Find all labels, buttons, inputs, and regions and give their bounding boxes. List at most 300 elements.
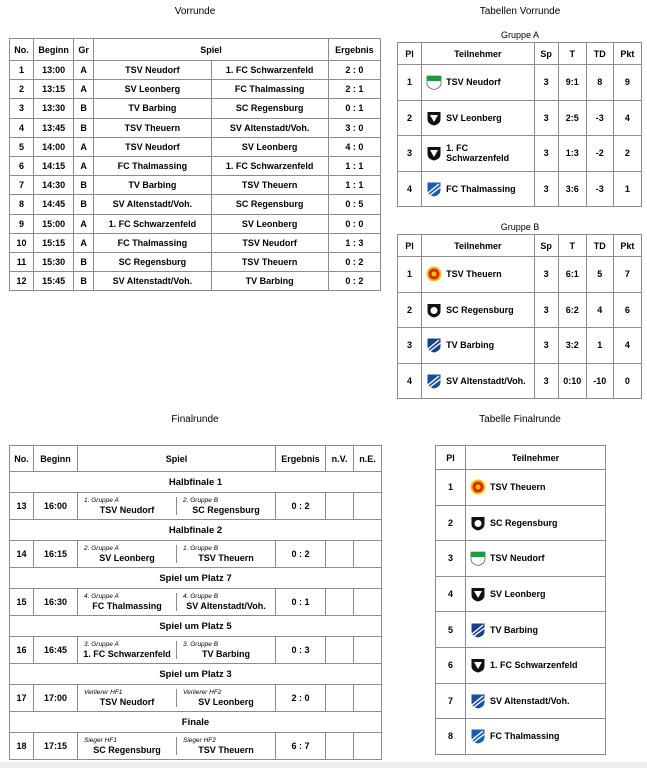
round-title: Halbfinale 2 [10,520,382,541]
match-number: 15 [10,589,34,616]
match-group: A [74,80,94,99]
col-header-spiel: Spiel [78,446,276,472]
neudorf-crest-icon [470,550,486,566]
match-row [10,233,381,252]
home-team: TSV Neudorf [99,505,155,515]
match-time: 14:30 [34,176,74,195]
home-qualifier-label: 4. Gruppe A [84,593,119,600]
col-header-spiel: Spiel [94,39,329,61]
final-standings-row [436,541,606,577]
match-group: B [74,118,94,137]
page-footer-strip [0,762,647,768]
rank: 5 [436,612,466,648]
match-result: 0 : 3 [276,637,326,664]
match-number: 18 [10,733,34,760]
games-played: 3 [534,292,558,328]
match-number: 10 [10,233,34,252]
games-played: 3 [534,136,558,172]
away-qualifier-label: 4. Gruppe B [183,593,219,600]
vorrunde-title: Vorrunde [174,6,216,17]
match-number: 6 [10,156,34,175]
team-name: TSV Theuern [490,482,546,493]
round-title: Spiel um Platz 5 [10,616,382,637]
home-team: TSV Neudorf [94,61,211,80]
match-group: B [74,252,94,271]
final-standings-header-row [436,446,606,470]
home-team: 1. FC Schwarzenfeld [83,649,171,659]
round-title: Spiel um Platz 7 [10,568,382,589]
col-header-pl: Pl [398,43,422,65]
rank: 3 [398,136,422,172]
away-team: SC Regensburg [211,195,328,214]
tabelle-finalrunde-title: Tabelle Finalrunde [479,414,561,425]
rank: 3 [398,328,422,364]
away-team: SC Regensburg [211,99,328,118]
final-standings-row [436,683,606,719]
final-standings-row [436,719,606,755]
rank: 3 [436,541,466,577]
away-team: TV Barbing [201,649,250,659]
match-result: 2 : 1 [328,80,380,99]
team-cell [422,328,534,364]
team-cell [422,171,534,207]
final-match-row [10,685,382,712]
match-number: 1 [10,61,34,80]
round-title: Spiel um Platz 3 [10,664,382,685]
final-standings-row [436,576,606,612]
goals: 1:3 [558,136,586,172]
col-header-no: No. [10,39,34,61]
goal-difference: -3 [586,100,613,136]
rank: 4 [398,171,422,207]
home-team: SV Altenstadt/Voh. [94,272,211,291]
match-time: 16:15 [34,541,78,568]
match-row [10,176,381,195]
team-cell [466,647,606,683]
away-team: SV Altenstadt/Voh. [186,601,266,611]
home-qualifier-label: 1. Gruppe A [84,497,119,504]
match-number: 8 [10,195,34,214]
penalties-cell [354,541,382,568]
goals: 9:1 [558,65,586,101]
rank: 2 [398,100,422,136]
points: 2 [613,136,641,172]
match-result: 6 : 7 [276,733,326,760]
away-qualifier-label: 3. Gruppe B [183,641,219,648]
home-team: SV Leonberg [94,80,211,99]
round-section-row [10,568,382,589]
games-played: 3 [534,100,558,136]
away-team: TSV Theuern [198,553,254,563]
home-team: TV Barbing [94,99,211,118]
points: 6 [613,292,641,328]
match-number: 2 [10,80,34,99]
standings-row [398,136,642,172]
games-played: 3 [534,65,558,101]
away-team: FC Thalmassing [211,80,328,99]
match-time: 13:30 [34,99,74,118]
match-time: 17:00 [34,685,78,712]
final-match-row [10,493,382,520]
match-number: 14 [10,541,34,568]
overtime-cell [326,493,354,520]
theuern-crest-icon [470,479,486,495]
col-header-ne: n.E. [354,446,382,472]
team-name: FC Thalmassing [490,731,560,742]
match-group: A [74,156,94,175]
goals: 6:2 [558,292,586,328]
penalties-cell [354,493,382,520]
rank: 1 [398,65,422,101]
round-section-row [10,712,382,733]
match-time: 14:15 [34,156,74,175]
col-header-teilnehmer: Teilnehmer [422,43,534,65]
games-played: 3 [534,363,558,399]
away-team: TSV Theuern [211,252,328,271]
match-time: 13:45 [34,118,74,137]
match-number: 11 [10,252,34,271]
team-name: 1. FC Schwarzenfeld [490,660,578,671]
rank: 6 [436,647,466,683]
team-name: SC Regensburg [446,304,514,315]
goal-difference: 4 [586,292,613,328]
match-result: 0 : 2 [328,272,380,291]
team-cell [422,136,534,172]
col-header-t: T [558,235,586,257]
match-group: A [74,137,94,156]
finalrunde-header-row [10,446,382,472]
home-team: FC Thalmassing [94,233,211,252]
match-row [10,61,381,80]
team-cell [422,292,534,328]
standings-row [398,171,642,207]
match-time: 15:30 [34,252,74,271]
match-row [10,195,381,214]
col-header-td: TD [586,43,613,65]
team-name: TV Barbing [490,624,539,635]
team-cell [466,470,606,506]
team-cell [466,541,606,577]
penalties-cell [354,733,382,760]
home-team: TSV Neudorf [99,697,155,707]
match-result: 0 : 1 [276,589,326,616]
home-team: SV Leonberg [99,553,155,563]
games-played: 3 [534,257,558,293]
overtime-cell [326,589,354,616]
match-time: 14:00 [34,137,74,156]
gruppe-a-header-row [398,43,642,65]
col-header-sp: Sp [534,235,558,257]
col-header-beginn: Beginn [34,446,78,472]
pairing-cell [78,541,276,568]
col-header-pkt: Pkt [613,235,641,257]
team-cell [466,683,606,719]
col-header-ergebnis: Ergebnis [328,39,380,61]
standings-row [398,292,642,328]
match-group: A [74,61,94,80]
vorrunde-header-row [10,39,381,61]
overtime-cell [326,541,354,568]
finalrunde-title: Finalrunde [171,414,219,425]
match-time: 16:45 [34,637,78,664]
team-cell [466,505,606,541]
round-title: Finale [10,712,382,733]
overtime-cell [326,733,354,760]
team-name: TSV Neudorf [446,77,501,88]
goal-difference: -10 [586,363,613,399]
col-header-sp: Sp [534,43,558,65]
match-result: 4 : 0 [328,137,380,156]
match-row [10,80,381,99]
match-group: B [74,272,94,291]
match-result: 3 : 0 [328,118,380,137]
match-number: 12 [10,272,34,291]
col-header-teilnehmer: Teilnehmer [422,235,534,257]
away-qualifier-label: 1. Gruppe B [183,545,219,552]
final-match-row [10,589,382,616]
col-header-td: TD [586,235,613,257]
match-number: 17 [10,685,34,712]
match-result: 1 : 3 [328,233,380,252]
final-standings-table [435,445,606,755]
match-group: A [74,233,94,252]
team-cell [422,65,534,101]
leonberg-crest-icon [426,110,442,126]
round-section-row [10,616,382,637]
regensburg-crest-icon [470,515,486,531]
away-team: TSV Neudorf [211,233,328,252]
finalrunde-table [9,445,382,760]
team-cell [466,719,606,755]
team-cell [422,363,534,399]
team-cell [422,100,534,136]
away-team: 1. FC Schwarzenfeld [211,156,328,175]
home-qualifier-label: Verlierer HF1 [84,689,123,696]
match-result: 0 : 2 [328,252,380,271]
home-team: FC Thalmassing [94,156,211,175]
match-number: 13 [10,493,34,520]
overtime-cell [326,685,354,712]
away-team: SV Leonberg [211,214,328,233]
col-header-nv: n.V. [326,446,354,472]
team-name: 1. FC Schwarzenfeld [446,143,510,164]
away-team: TSV Theuern [198,745,254,755]
goal-difference: 5 [586,257,613,293]
away-team: SC Regensburg [192,505,260,515]
leonberg-crest-icon [470,586,486,602]
final-match-row [10,733,382,760]
match-row [10,118,381,137]
games-played: 3 [534,328,558,364]
match-time: 16:30 [34,589,78,616]
pairing-cell [78,493,276,520]
regensburg-crest-icon [426,302,442,318]
match-time: 16:00 [34,493,78,520]
away-qualifier-label: 2. Gruppe B [183,497,219,504]
round-section-row [10,664,382,685]
final-match-row [10,541,382,568]
match-number: 16 [10,637,34,664]
match-row [10,137,381,156]
final-match-row [10,637,382,664]
tabellen-vorrunde-title: Tabellen Vorrunde [479,6,561,17]
team-name: SV Leonberg [446,112,502,123]
home-qualifier-label: 3. Gruppe A [84,641,119,648]
col-header-no: No. [10,446,34,472]
match-number: 4 [10,118,34,137]
col-header-teilnehmer: Teilnehmer [466,446,606,470]
match-time: 15:15 [34,233,74,252]
final-standings-row [436,470,606,506]
match-group: B [74,99,94,118]
col-header-t: T [558,43,586,65]
away-qualifier-label: Verlierer HF2 [183,689,222,696]
match-result: 0 : 1 [328,99,380,118]
rank: 2 [398,292,422,328]
away-team: SV Leonberg [198,697,254,707]
penalties-cell [354,685,382,712]
away-team: TV Barbing [211,272,328,291]
team-name: SV Leonberg [490,589,546,600]
home-team: TV Barbing [94,176,211,195]
goals: 2:5 [558,100,586,136]
team-name: SV Altenstadt/Voh. [490,695,570,706]
match-result: 2 : 0 [276,685,326,712]
pairing-cell [78,589,276,616]
match-result: 0 : 0 [328,214,380,233]
home-team: SC Regensburg [94,252,211,271]
team-cell [466,576,606,612]
rank: 1 [436,470,466,506]
gruppe-a-title: Gruppe A [500,30,540,40]
col-header-beginn: Beginn [34,39,74,61]
final-standings-row [436,612,606,648]
gruppe-b-header-row [398,235,642,257]
home-team: SV Altenstadt/Voh. [94,195,211,214]
points: 9 [613,65,641,101]
points: 0 [613,363,641,399]
rank: 4 [398,363,422,399]
home-team: FC Thalmassing [92,601,162,611]
match-number: 9 [10,214,34,233]
goals: 3:2 [558,328,586,364]
overtime-cell [326,637,354,664]
home-team: SC Regensburg [93,745,161,755]
pairing-cell [78,733,276,760]
points: 1 [613,171,641,207]
rank: 8 [436,719,466,755]
match-time: 15:00 [34,214,74,233]
goal-difference: -3 [586,171,613,207]
standings-row [398,100,642,136]
gruppe-b-table [397,234,642,399]
thalmassing-crest-icon [426,181,442,197]
team-name: SC Regensburg [490,517,558,528]
match-time: 13:00 [34,61,74,80]
gruppe-b-title: Gruppe B [500,222,540,232]
gruppe-a-table [397,42,642,207]
match-group: B [74,176,94,195]
goal-difference: 8 [586,65,613,101]
altenstadt-crest-icon [426,373,442,389]
goals: 3:6 [558,171,586,207]
match-result: 0 : 2 [276,493,326,520]
match-number: 5 [10,137,34,156]
team-name: TSV Theuern [446,269,502,280]
theuern-crest-icon [426,266,442,282]
match-row [10,252,381,271]
final-standings-row [436,505,606,541]
altenstadt-crest-icon [470,693,486,709]
penalties-cell [354,589,382,616]
neudorf-crest-icon [426,74,442,90]
round-title: Halbfinale 1 [10,472,382,493]
round-section-row [10,472,382,493]
match-result: 2 : 0 [328,61,380,80]
match-row [10,99,381,118]
games-played: 3 [534,171,558,207]
match-result: 0 : 5 [328,195,380,214]
barbing-crest-icon [470,622,486,638]
schwarzenfeld-crest-icon [470,657,486,673]
match-row [10,156,381,175]
home-qualifier-label: 2. Gruppe A [84,545,119,552]
match-time: 13:15 [34,80,74,99]
col-header-pl: Pl [398,235,422,257]
match-time: 14:45 [34,195,74,214]
col-header-pkt: Pkt [613,43,641,65]
match-result: 0 : 2 [276,541,326,568]
col-header-ergebnis: Ergebnis [276,446,326,472]
points: 4 [613,328,641,364]
away-team: 1. FC Schwarzenfeld [211,61,328,80]
penalties-cell [354,637,382,664]
team-name: SV Altenstadt/Voh. [446,375,526,386]
match-group: B [74,195,94,214]
match-result: 1 : 1 [328,176,380,195]
match-number: 7 [10,176,34,195]
match-result: 1 : 1 [328,156,380,175]
team-name: TSV Neudorf [490,553,545,564]
standings-row [398,65,642,101]
goals: 6:1 [558,257,586,293]
home-team: TSV Theuern [94,118,211,137]
away-team: TSV Theuern [211,176,328,195]
final-standings-row [436,647,606,683]
standings-row [398,257,642,293]
home-team: 1. FC Schwarzenfeld [94,214,211,233]
match-time: 15:45 [34,272,74,291]
vorrunde-table [9,38,381,291]
team-name: TV Barbing [446,340,495,351]
points: 7 [613,257,641,293]
points: 4 [613,100,641,136]
match-group: A [74,214,94,233]
home-qualifier-label: Sieger HF1 [84,737,117,744]
team-cell [422,257,534,293]
goals: 0:10 [558,363,586,399]
col-header-gr: Gr [74,39,94,61]
away-qualifier-label: Sieger HF2 [183,737,216,744]
match-row [10,272,381,291]
rank: 2 [436,505,466,541]
standings-row [398,328,642,364]
away-team: SV Leonberg [211,137,328,156]
team-name: FC Thalmassing [446,183,516,194]
round-section-row [10,520,382,541]
pairing-cell [78,637,276,664]
home-team: TSV Neudorf [94,137,211,156]
